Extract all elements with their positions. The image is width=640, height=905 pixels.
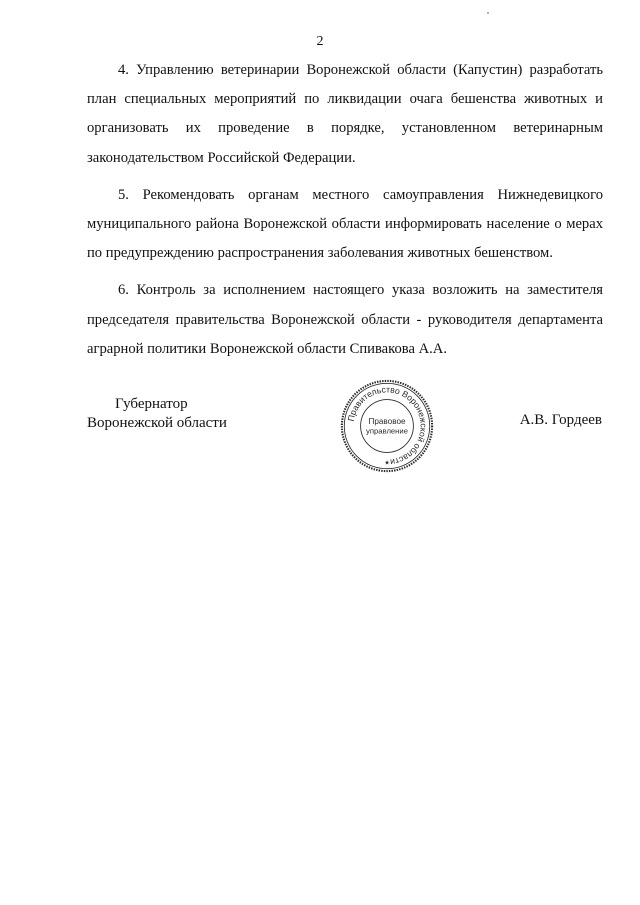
- stamp-star-icon: ★: [384, 460, 390, 467]
- signatory-title: [87, 395, 227, 433]
- signatory-title-line1: Губернатор: [115, 396, 188, 412]
- paragraph-item-6: 6. Контроль за исполнением настоящего указа возложить на заместителя председателя правительства Воронежской области - руководителя департамента аграрной политики Воронежской области Спивакова А.А.: [87, 282, 603, 357]
- scan-speck: [487, 12, 489, 14]
- page-number: 2: [316, 34, 324, 49]
- stamp-center-line2: управление: [366, 426, 408, 436]
- signatory-name: А.В. Гордеев: [519, 412, 602, 428]
- paragraph-item-5: 5. Рекомендовать органам местного самоуправления Нижнедевицкого муниципального района Воронежской области информировать население о мерах по предупреждению распространения заболевания животных бешенством.: [87, 186, 603, 262]
- stamp-ring-text: Правительство Воронежской области: [345, 384, 429, 468]
- paragraph-item-4: 4. Управлению ветеринарии Воронежской области (Капустин) разработать план специальных мероприятий по ликвидации очага бешенства животных и организовать их проведение в порядке, установленном ветеринарным законодательством Российской Федерации.: [87, 62, 603, 166]
- stamp-center-line1: Правовое: [368, 417, 406, 427]
- document-body: [87, 56, 603, 372]
- signatory-title-line2: Воронежской области: [87, 415, 227, 431]
- official-stamp: [339, 378, 435, 474]
